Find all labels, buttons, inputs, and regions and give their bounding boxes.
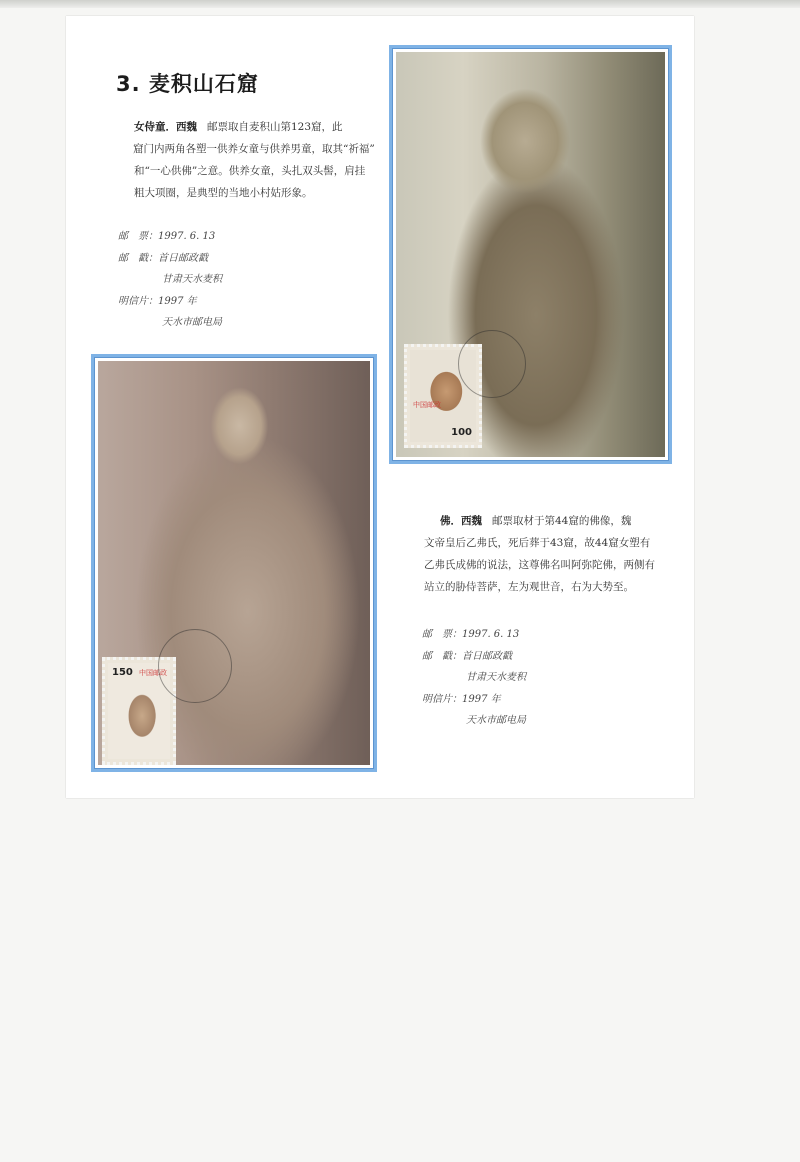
entry2-line-1: 佛．西魏 邮票取材于第44窟的佛像，魏 bbox=[440, 515, 632, 527]
maximum-card-buddha bbox=[91, 354, 377, 772]
stamp-label: 邮 票： bbox=[118, 231, 158, 242]
card-year: 1997 年 bbox=[462, 693, 501, 705]
card-year: 1997 年 bbox=[158, 295, 197, 307]
scan-edge bbox=[0, 0, 800, 8]
postmark-line1: 首日邮政戳 bbox=[462, 650, 512, 662]
entry2-line-2: 文帝皇后乙弗氏，死后葬于43窟，故44窟女塑有 bbox=[424, 537, 651, 549]
stamp-label: 邮 票： bbox=[422, 629, 462, 640]
card-publisher: 天水市邮电局 bbox=[466, 715, 526, 726]
stamp-country: 中国邮政 bbox=[413, 401, 441, 409]
entry1-meta bbox=[118, 226, 222, 334]
stamp-value: 100 bbox=[451, 427, 472, 438]
stamp-date: 1997. 6. 13 bbox=[158, 231, 216, 242]
entry1-line-3: 和“一心供佛”之意。供养女童，头扎双头髻，肩挂 bbox=[134, 165, 366, 177]
postmark-label: 邮 戳： bbox=[422, 650, 462, 662]
entry2-line-4: 站立的胁侍菩萨，左为观世音，右为大势至。 bbox=[424, 581, 634, 593]
entry2-heading: 佛．西魏 bbox=[440, 515, 482, 527]
entry1-line-2: 窟门内两角各塑一供养女童与供养男童，取其“祈福” bbox=[133, 143, 375, 155]
stamp-value: 150 bbox=[112, 667, 133, 678]
postmark-line2: 甘肃天水麦积 bbox=[162, 274, 222, 285]
postmark-label: 邮 戳： bbox=[118, 252, 158, 264]
maximum-card-attendant bbox=[389, 45, 672, 464]
entry2-description bbox=[424, 510, 684, 598]
entry1-description bbox=[134, 116, 384, 204]
card-label: 明信片： bbox=[422, 693, 462, 705]
entry1-heading: 女侍童．西魏 bbox=[134, 121, 197, 133]
postmark-line1: 首日邮政戳 bbox=[158, 252, 208, 264]
entry1-line-4: 粗大项圈，是典型的当地小村姑形象。 bbox=[134, 187, 313, 199]
entry1-line-1: 女侍童．西魏 邮票取自麦积山第123窟，此 bbox=[134, 121, 343, 133]
page-title: 3. 麦积山石窟 bbox=[116, 72, 259, 96]
stamp-date: 1997. 6. 13 bbox=[462, 629, 520, 640]
entry2-line-3: 乙弗氏成佛的说法，这尊佛名叫阿弥陀佛，两侧有 bbox=[424, 559, 655, 571]
postmark-line2: 甘肃天水麦积 bbox=[466, 672, 526, 683]
entry2-meta bbox=[422, 624, 526, 732]
card-label: 明信片： bbox=[118, 295, 158, 307]
card-publisher: 天水市邮电局 bbox=[162, 317, 222, 328]
attendant-statue-photo bbox=[396, 52, 665, 457]
buddha-statue-photo bbox=[98, 361, 370, 765]
postmark-stamp bbox=[458, 330, 526, 398]
postmark-stamp bbox=[158, 629, 232, 703]
stamp-country: 中国邮政 bbox=[139, 669, 167, 677]
